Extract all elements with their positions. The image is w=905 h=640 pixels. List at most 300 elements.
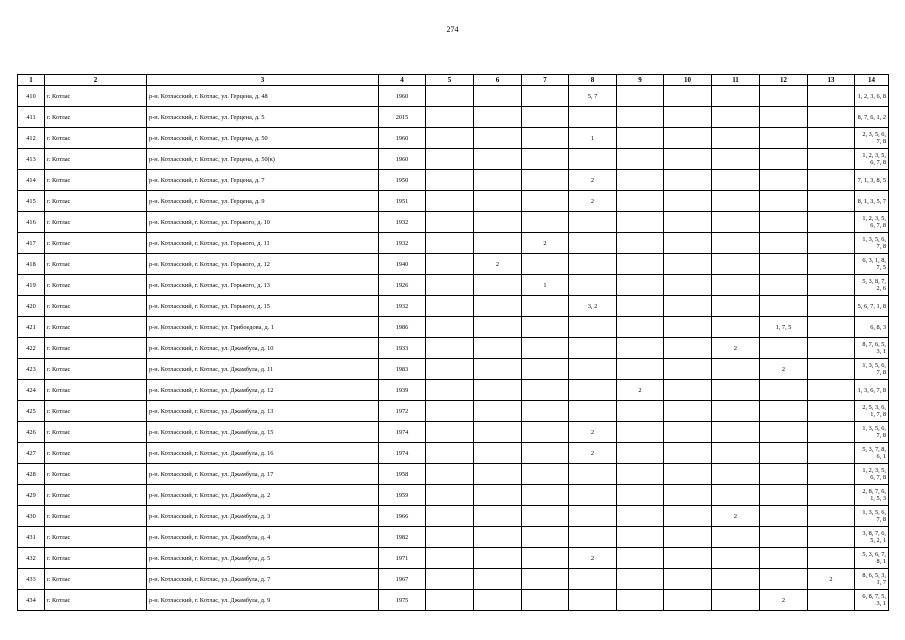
col11-cell: [712, 86, 760, 107]
col7-cell: [522, 212, 569, 233]
col10-cell: [664, 233, 712, 254]
col9-cell: [617, 569, 664, 590]
col5-cell: [426, 107, 474, 128]
address-cell: р-н. Котласский, г. Котлас, ул. Герцена, д. 50: [147, 128, 379, 149]
col13-cell: [808, 86, 855, 107]
table-row: [18, 548, 889, 569]
col5-cell: [426, 422, 474, 443]
year-cell: 1971: [379, 548, 426, 569]
col8-cell: [569, 527, 617, 548]
address-cell: р-н. Котласский, г. Котлас, ул. Джамбула, д. 12: [147, 380, 379, 401]
year-cell: 1958: [379, 464, 426, 485]
address-cell: р-н. Котласский, г. Котлас, ул. Джамбула, д. 11: [147, 359, 379, 380]
col14-cell: 2, 5, 3, 6, 1, 7, 8: [855, 401, 889, 422]
col10-cell: [664, 569, 712, 590]
table-row: [18, 233, 889, 254]
col14-cell: 1, 3, 6, 7, 8: [855, 380, 889, 401]
col6-cell: [474, 464, 522, 485]
table-row: [18, 380, 889, 401]
row-number-cell: 416: [18, 212, 45, 233]
col14-cell: 5, 3, 8, 7, 2, 6: [855, 275, 889, 296]
year-cell: 1974: [379, 422, 426, 443]
col8-cell: 5, 7: [569, 86, 617, 107]
col8-cell: [569, 317, 617, 338]
col6-cell: [474, 443, 522, 464]
address-cell: р-н. Котласский, г. Котлас, ул. Горького, д. 15: [147, 296, 379, 317]
col10-cell: [664, 128, 712, 149]
col14-cell: 8, 7, 6, 5, 3, 1: [855, 338, 889, 359]
col11-cell: [712, 590, 760, 611]
col13-cell: [808, 527, 855, 548]
col12-cell: [760, 422, 808, 443]
col12-cell: 1, 7, 5: [760, 317, 808, 338]
col11-cell: [712, 443, 760, 464]
column-header: 2: [45, 75, 147, 86]
row-number-cell: 429: [18, 485, 45, 506]
col12-cell: [760, 86, 808, 107]
table-row: [18, 128, 889, 149]
col13-cell: [808, 296, 855, 317]
col13-cell: [808, 443, 855, 464]
col6-cell: [474, 359, 522, 380]
col12-cell: [760, 296, 808, 317]
city-cell: г. Котлас: [45, 107, 147, 128]
table-row: [18, 107, 889, 128]
col6-cell: [474, 590, 522, 611]
col5-cell: [426, 191, 474, 212]
col14-cell: 2, 3, 5, 6, 7, 8: [855, 128, 889, 149]
col11-cell: [712, 485, 760, 506]
col5-cell: [426, 275, 474, 296]
table-row: [18, 338, 889, 359]
col13-cell: [808, 254, 855, 275]
col11-cell: [712, 296, 760, 317]
col8-cell: 2: [569, 170, 617, 191]
col8-cell: [569, 590, 617, 611]
col10-cell: [664, 443, 712, 464]
address-cell: р-н. Котласский, г. Котлас, ул. Джамбула, д. 10: [147, 338, 379, 359]
col12-cell: [760, 275, 808, 296]
col7-cell: [522, 296, 569, 317]
col14-cell: 1, 3, 5, 6, 7, 8: [855, 359, 889, 380]
col6-cell: [474, 296, 522, 317]
col10-cell: [664, 275, 712, 296]
col5-cell: [426, 401, 474, 422]
col9-cell: [617, 170, 664, 191]
col9-cell: [617, 338, 664, 359]
col10-cell: [664, 527, 712, 548]
col7-cell: [522, 317, 569, 338]
table-row: [18, 464, 889, 485]
col8-cell: [569, 380, 617, 401]
col14-cell: 6, 8, 7, 5, 3, 1: [855, 590, 889, 611]
col6-cell: [474, 548, 522, 569]
col11-cell: [712, 401, 760, 422]
col13-cell: [808, 380, 855, 401]
col9-cell: [617, 443, 664, 464]
column-header: 9: [617, 75, 664, 86]
table-row: [18, 569, 889, 590]
column-header: 12: [760, 75, 808, 86]
col9-cell: [617, 233, 664, 254]
col9-cell: [617, 212, 664, 233]
col14-cell: 7, 1, 3, 8, 5: [855, 170, 889, 191]
city-cell: г. Котлас: [45, 485, 147, 506]
city-cell: г. Котлас: [45, 422, 147, 443]
col7-cell: [522, 380, 569, 401]
year-cell: 1932: [379, 212, 426, 233]
col5-cell: [426, 527, 474, 548]
col12-cell: [760, 338, 808, 359]
city-cell: г. Котлас: [45, 338, 147, 359]
col14-cell: 8, 6, 5, 3, 1, 7: [855, 569, 889, 590]
city-cell: г. Котлас: [45, 86, 147, 107]
table-row: [18, 506, 889, 527]
col11-cell: [712, 527, 760, 548]
row-number-cell: 412: [18, 128, 45, 149]
col5-cell: [426, 86, 474, 107]
column-header: 7: [522, 75, 569, 86]
address-cell: р-н. Котласский, г. Котлас, ул. Горького, д. 12: [147, 254, 379, 275]
col10-cell: [664, 338, 712, 359]
year-cell: 1983: [379, 359, 426, 380]
table-row: [18, 590, 889, 611]
address-cell: р-н. Котласский, г. Котлас, ул. Герцена, д. 5: [147, 107, 379, 128]
col10-cell: [664, 464, 712, 485]
address-cell: р-н. Котласский, г. Котлас, ул. Грибоедова, д. 1: [147, 317, 379, 338]
col10-cell: [664, 170, 712, 191]
col5-cell: [426, 233, 474, 254]
row-number-cell: 427: [18, 443, 45, 464]
year-cell: 1960: [379, 86, 426, 107]
col8-cell: [569, 359, 617, 380]
address-cell: р-н. Котласский, г. Котлас, ул. Герцена, д. 50(к): [147, 149, 379, 170]
col5-cell: [426, 170, 474, 191]
row-number-cell: 423: [18, 359, 45, 380]
col8-cell: [569, 464, 617, 485]
row-number-cell: 410: [18, 86, 45, 107]
col9-cell: [617, 548, 664, 569]
col12-cell: [760, 128, 808, 149]
row-number-cell: 433: [18, 569, 45, 590]
col14-cell: 5, 3, 7, 8, 6, 1: [855, 443, 889, 464]
col11-cell: [712, 380, 760, 401]
col13-cell: [808, 233, 855, 254]
col5-cell: [426, 443, 474, 464]
col9-cell: [617, 506, 664, 527]
col11-cell: [712, 191, 760, 212]
row-number-cell: 419: [18, 275, 45, 296]
col12-cell: [760, 548, 808, 569]
col10-cell: [664, 380, 712, 401]
col14-cell: 6, 8, 3: [855, 317, 889, 338]
col10-cell: [664, 317, 712, 338]
col8-cell: 2: [569, 191, 617, 212]
year-cell: 1972: [379, 401, 426, 422]
year-cell: 1966: [379, 506, 426, 527]
col11-cell: [712, 107, 760, 128]
col13-cell: [808, 275, 855, 296]
col12-cell: [760, 569, 808, 590]
row-number-cell: 413: [18, 149, 45, 170]
column-header: 8: [569, 75, 617, 86]
city-cell: г. Котлас: [45, 401, 147, 422]
col14-cell: 6, 3, 1, 8, 7, 5: [855, 254, 889, 275]
column-header: 5: [426, 75, 474, 86]
col9-cell: 2: [617, 380, 664, 401]
col11-cell: 2: [712, 506, 760, 527]
col13-cell: [808, 548, 855, 569]
table-row: [18, 191, 889, 212]
col10-cell: [664, 296, 712, 317]
col12-cell: [760, 212, 808, 233]
table-row: [18, 359, 889, 380]
col13-cell: [808, 338, 855, 359]
col6-cell: 2: [474, 254, 522, 275]
col14-cell: 1, 2, 3, 5, 6, 7, 8: [855, 149, 889, 170]
address-cell: р-н. Котласский, г. Котлас, ул. Герцена, д. 7: [147, 170, 379, 191]
col5-cell: [426, 212, 474, 233]
address-cell: р-н. Котласский, г. Котлас, ул. Джамбула, д. 7: [147, 569, 379, 590]
col13-cell: [808, 464, 855, 485]
address-cell: р-н. Котласский, г. Котлас, ул. Джамбула, д. 3: [147, 506, 379, 527]
header-row: [18, 75, 889, 86]
col11-cell: [712, 317, 760, 338]
col6-cell: [474, 485, 522, 506]
col9-cell: [617, 86, 664, 107]
col14-cell: 2, 8, 7, 6, 1, 5, 3: [855, 485, 889, 506]
col5-cell: [426, 338, 474, 359]
col9-cell: [617, 191, 664, 212]
col7-cell: [522, 254, 569, 275]
col7-cell: [522, 506, 569, 527]
address-cell: р-н. Котласский, г. Котлас, ул. Джамбула, д. 2: [147, 485, 379, 506]
city-cell: г. Котлас: [45, 191, 147, 212]
col5-cell: [426, 590, 474, 611]
table-row: [18, 527, 889, 548]
page-number: 274: [446, 25, 459, 34]
column-header: 14: [855, 75, 889, 86]
col6-cell: [474, 569, 522, 590]
address-cell: р-н. Котласский, г. Котлас, ул. Джамбула, д. 13: [147, 401, 379, 422]
col7-cell: [522, 107, 569, 128]
year-cell: 1926: [379, 275, 426, 296]
column-header: 13: [808, 75, 855, 86]
address-cell: р-н. Котласский, г. Котлас, ул. Джамбула, д. 5: [147, 548, 379, 569]
table-row: [18, 422, 889, 443]
year-cell: 1974: [379, 443, 426, 464]
register-table: [17, 74, 889, 611]
city-cell: г. Котлас: [45, 464, 147, 485]
col8-cell: [569, 149, 617, 170]
year-cell: 1951: [379, 191, 426, 212]
address-cell: р-н. Котласский, г. Котлас, ул. Джамбула, д. 17: [147, 464, 379, 485]
year-cell: 1960: [379, 149, 426, 170]
col13-cell: [808, 506, 855, 527]
city-cell: г. Котлас: [45, 317, 147, 338]
col12-cell: [760, 464, 808, 485]
city-cell: г. Котлас: [45, 527, 147, 548]
col11-cell: [712, 170, 760, 191]
col14-cell: 1, 2, 3, 5, 6, 7, 8: [855, 212, 889, 233]
col6-cell: [474, 380, 522, 401]
col8-cell: 2: [569, 422, 617, 443]
col14-cell: 8, 1, 3, 5, 7: [855, 191, 889, 212]
col12-cell: [760, 443, 808, 464]
city-cell: г. Котлас: [45, 569, 147, 590]
col11-cell: [712, 128, 760, 149]
col13-cell: [808, 212, 855, 233]
col7-cell: [522, 170, 569, 191]
col6-cell: [474, 212, 522, 233]
col5-cell: [426, 296, 474, 317]
col13-cell: [808, 149, 855, 170]
col8-cell: [569, 275, 617, 296]
col10-cell: [664, 590, 712, 611]
col14-cell: 5, 6, 7, 1, 8: [855, 296, 889, 317]
address-cell: р-н. Котласский, г. Котлас, ул. Горького, д. 11: [147, 233, 379, 254]
col5-cell: [426, 317, 474, 338]
col8-cell: [569, 485, 617, 506]
col6-cell: [474, 506, 522, 527]
col7-cell: [522, 401, 569, 422]
col13-cell: [808, 590, 855, 611]
row-number-cell: 430: [18, 506, 45, 527]
col9-cell: [617, 359, 664, 380]
address-cell: р-н. Котласский, г. Котлас, ул. Горького, д. 10: [147, 212, 379, 233]
col11-cell: [712, 212, 760, 233]
col11-cell: 2: [712, 338, 760, 359]
col5-cell: [426, 569, 474, 590]
year-cell: 1950: [379, 170, 426, 191]
col5-cell: [426, 254, 474, 275]
col6-cell: [474, 149, 522, 170]
address-cell: р-н. Котласский, г. Котлас, ул. Джамбула, д. 16: [147, 443, 379, 464]
col6-cell: [474, 86, 522, 107]
col7-cell: 2: [522, 233, 569, 254]
col12-cell: [760, 527, 808, 548]
col7-cell: [522, 422, 569, 443]
col13-cell: [808, 128, 855, 149]
city-cell: г. Котлас: [45, 506, 147, 527]
table-row: [18, 170, 889, 191]
year-cell: 1960: [379, 128, 426, 149]
col10-cell: [664, 191, 712, 212]
col13-cell: [808, 359, 855, 380]
row-number-cell: 411: [18, 107, 45, 128]
col9-cell: [617, 317, 664, 338]
col8-cell: 3, 2: [569, 296, 617, 317]
city-cell: г. Котлас: [45, 380, 147, 401]
col8-cell: 2: [569, 443, 617, 464]
col7-cell: [522, 338, 569, 359]
col6-cell: [474, 401, 522, 422]
col5-cell: [426, 548, 474, 569]
col14-cell: 3, 8, 7, 6, 5, 2, 1: [855, 527, 889, 548]
col8-cell: [569, 233, 617, 254]
column-header: 6: [474, 75, 522, 86]
col7-cell: [522, 527, 569, 548]
col10-cell: [664, 86, 712, 107]
col6-cell: [474, 422, 522, 443]
col5-cell: [426, 506, 474, 527]
col10-cell: [664, 506, 712, 527]
col7-cell: [522, 359, 569, 380]
col10-cell: [664, 254, 712, 275]
table-row: [18, 212, 889, 233]
col8-cell: [569, 212, 617, 233]
col7-cell: [522, 464, 569, 485]
col10-cell: [664, 422, 712, 443]
col9-cell: [617, 422, 664, 443]
col12-cell: [760, 170, 808, 191]
col14-cell: 1, 2, 3, 5, 6, 7, 8: [855, 464, 889, 485]
col9-cell: [617, 464, 664, 485]
col11-cell: [712, 548, 760, 569]
city-cell: г. Котлас: [45, 443, 147, 464]
row-number-cell: 415: [18, 191, 45, 212]
col11-cell: [712, 359, 760, 380]
col12-cell: 2: [760, 590, 808, 611]
col6-cell: [474, 275, 522, 296]
col11-cell: [712, 149, 760, 170]
col9-cell: [617, 128, 664, 149]
col9-cell: [617, 401, 664, 422]
col7-cell: [522, 548, 569, 569]
city-cell: г. Котлас: [45, 590, 147, 611]
city-cell: г. Котлас: [45, 149, 147, 170]
row-number-cell: 426: [18, 422, 45, 443]
row-number-cell: 428: [18, 464, 45, 485]
col9-cell: [617, 275, 664, 296]
col9-cell: [617, 296, 664, 317]
col12-cell: [760, 233, 808, 254]
year-cell: 1932: [379, 296, 426, 317]
col9-cell: [617, 149, 664, 170]
col7-cell: [522, 569, 569, 590]
col5-cell: [426, 485, 474, 506]
column-header: 11: [712, 75, 760, 86]
year-cell: 1959: [379, 485, 426, 506]
col14-cell: 1, 3, 5, 6, 7, 8: [855, 422, 889, 443]
col12-cell: [760, 149, 808, 170]
address-cell: р-н. Котласский, г. Котлас, ул. Джамбула, д. 4: [147, 527, 379, 548]
row-number-cell: 414: [18, 170, 45, 191]
row-number-cell: 421: [18, 317, 45, 338]
year-cell: 1939: [379, 380, 426, 401]
table-row: [18, 317, 889, 338]
table-row: [18, 275, 889, 296]
col7-cell: [522, 485, 569, 506]
col13-cell: [808, 317, 855, 338]
col14-cell: 1, 3, 5, 6, 7, 8: [855, 506, 889, 527]
col13-cell: [808, 191, 855, 212]
city-cell: г. Котлас: [45, 275, 147, 296]
city-cell: г. Котлас: [45, 254, 147, 275]
col14-cell: 5, 3, 6, 7, 8, 1: [855, 548, 889, 569]
address-cell: р-н. Котласский, г. Котлас, ул. Джамбула, д. 9: [147, 590, 379, 611]
col13-cell: 2: [808, 569, 855, 590]
col8-cell: [569, 107, 617, 128]
col5-cell: [426, 128, 474, 149]
address-cell: р-н. Котласский, г. Котлас, ул. Джамбула, д. 15: [147, 422, 379, 443]
year-cell: 1975: [379, 590, 426, 611]
col12-cell: [760, 107, 808, 128]
col8-cell: [569, 506, 617, 527]
col6-cell: [474, 170, 522, 191]
col11-cell: [712, 233, 760, 254]
col10-cell: [664, 212, 712, 233]
